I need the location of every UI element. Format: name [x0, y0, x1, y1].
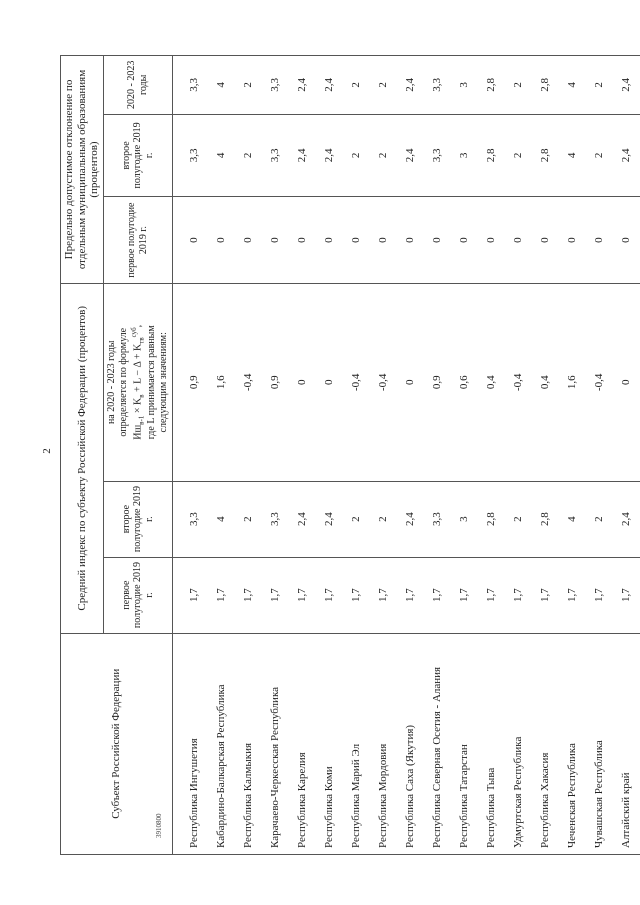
- row-value-cell-d: 0: [559, 197, 586, 284]
- table-row: [370, 56, 397, 855]
- row-value-cell-c: 0: [316, 284, 343, 482]
- row-value-cell-b: 4: [208, 481, 235, 557]
- row-value-cell-e: 2: [235, 114, 262, 197]
- row-value-cell-e: 2: [343, 114, 370, 197]
- header-dev-second-half: второе полугодие 2019 г.: [103, 114, 172, 197]
- row-value-cell-f: 2: [586, 56, 613, 115]
- row-value-cell-c: 0,9: [172, 284, 208, 482]
- row-subject-cell: Карачаево-Черкесская Республика: [262, 633, 289, 854]
- row-value-cell-b: 2: [586, 481, 613, 557]
- row-value-cell-e: 2,8: [478, 114, 505, 197]
- row-value-cell-c: 0: [613, 284, 640, 482]
- row-subject-cell: Республика Саха (Якутия): [397, 633, 424, 854]
- row-value-cell-a: 1,7: [370, 557, 397, 633]
- header-dev-years: 2020 - 2023 годы: [103, 56, 172, 115]
- formula-line-1: на 2020 - 2023 годы: [105, 340, 117, 425]
- row-value-cell-d: 0: [343, 197, 370, 284]
- row-value-cell-e: 2: [586, 114, 613, 197]
- table-row: [613, 56, 640, 855]
- row-value-cell-d: 0: [451, 197, 478, 284]
- row-value-cell-d: 0: [424, 197, 451, 284]
- row-value-cell-c: -0,4: [235, 284, 262, 482]
- row-value-cell-b: 2,8: [478, 481, 505, 557]
- row-value-cell-f: 2: [343, 56, 370, 115]
- row-value-cell-d: 0: [208, 197, 235, 284]
- row-value-cell-a: 1,7: [208, 557, 235, 633]
- row-subject-cell: Республика Марий Эл: [343, 633, 370, 854]
- row-value-cell-d: 0: [586, 197, 613, 284]
- row-value-cell-c: -0,4: [370, 284, 397, 482]
- row-value-cell-f: 2,8: [478, 56, 505, 115]
- row-value-cell-b: 4: [559, 481, 586, 557]
- row-value-cell-f: 2: [235, 56, 262, 115]
- row-value-cell-f: 4: [208, 56, 235, 115]
- row-value-cell-b: 3,3: [262, 481, 289, 557]
- row-value-cell-b: 2,4: [316, 481, 343, 557]
- row-subject-cell: Республика Ингушетия: [172, 633, 208, 854]
- header-subject: Субъект Российской Федерации: [61, 633, 173, 854]
- row-subject-cell: Республика Калмыкия: [235, 633, 262, 854]
- row-value-cell-a: 1,7: [172, 557, 208, 633]
- row-value-cell-b: 3,3: [424, 481, 451, 557]
- row-value-cell-d: 0: [478, 197, 505, 284]
- table-row: [343, 56, 370, 855]
- row-subject-cell: Чувашская Республика: [586, 633, 613, 854]
- row-value-cell-a: 1,7: [235, 557, 262, 633]
- row-value-cell-a: 1,7: [478, 557, 505, 633]
- row-value-cell-a: 1,7: [424, 557, 451, 633]
- header-avg-first-half: первое полугодие 2019 г.: [103, 557, 172, 633]
- row-value-cell-a: 1,7: [262, 557, 289, 633]
- row-value-cell-c: -0,4: [343, 284, 370, 482]
- row-value-cell-d: 0: [397, 197, 424, 284]
- row-value-cell-e: 2: [505, 114, 532, 197]
- row-subject-cell: Республика Татарстан: [451, 633, 478, 854]
- row-value-cell-f: 2,4: [397, 56, 424, 115]
- row-value-cell-a: 1,7: [289, 557, 316, 633]
- row-value-cell-f: 3: [451, 56, 478, 115]
- row-value-cell-c: 1,6: [559, 284, 586, 482]
- row-value-cell-f: 3,3: [262, 56, 289, 115]
- table-row: [532, 56, 559, 855]
- row-value-cell-b: 2,4: [289, 481, 316, 557]
- row-value-cell-c: -0,4: [586, 284, 613, 482]
- formula-line-2: определяется по формуле: [117, 327, 129, 437]
- side-code: 3910800: [155, 813, 163, 838]
- row-subject-cell: Республика Мордовия: [370, 633, 397, 854]
- row-value-cell-f: 2: [370, 56, 397, 115]
- row-value-cell-b: 3,3: [172, 481, 208, 557]
- row-value-cell-a: 1,7: [451, 557, 478, 633]
- row-value-cell-d: 0: [316, 197, 343, 284]
- row-value-cell-d: 0: [235, 197, 262, 284]
- row-value-cell-c: -0,4: [505, 284, 532, 482]
- row-value-cell-a: 1,7: [559, 557, 586, 633]
- tariff-index-table: [60, 55, 640, 855]
- row-value-cell-e: 3,3: [424, 114, 451, 197]
- row-value-cell-b: 2: [235, 481, 262, 557]
- row-value-cell-f: 3,3: [424, 56, 451, 115]
- row-subject-cell: Чеченская Республика: [559, 633, 586, 854]
- row-value-cell-e: 4: [559, 114, 586, 197]
- row-value-cell-a: 1,7: [532, 557, 559, 633]
- row-value-cell-e: 3,3: [172, 114, 208, 197]
- row-value-cell-d: 0: [532, 197, 559, 284]
- row-subject-cell: Алтайский край: [613, 633, 640, 854]
- row-value-cell-c: 0,4: [478, 284, 505, 482]
- row-value-cell-e: 2: [370, 114, 397, 197]
- row-value-cell-e: 2,4: [613, 114, 640, 197]
- table-row: [505, 56, 532, 855]
- row-value-cell-c: 0: [397, 284, 424, 482]
- table-row: [172, 56, 208, 855]
- row-subject-cell: Кабардино-Балкарская Республика: [208, 633, 235, 854]
- row-value-cell-e: 4: [208, 114, 235, 197]
- row-value-cell-a: 1,7: [505, 557, 532, 633]
- row-value-cell-a: 1,7: [316, 557, 343, 633]
- row-value-cell-f: 2,8: [532, 56, 559, 115]
- row-value-cell-f: 2,4: [316, 56, 343, 115]
- row-value-cell-f: 3,3: [172, 56, 208, 115]
- row-value-cell-f: 2,4: [613, 56, 640, 115]
- row-value-cell-b: 2,4: [613, 481, 640, 557]
- row-value-cell-d: 0: [370, 197, 397, 284]
- row-value-cell-a: 1,7: [343, 557, 370, 633]
- row-value-cell-e: 2,4: [289, 114, 316, 197]
- rotated-table-container: [60, 55, 632, 855]
- row-subject-cell: Республика Северная Осетия - Алания: [424, 633, 451, 854]
- header-avg-second-half: второе полугодие 2019 г.: [103, 481, 172, 557]
- row-value-cell-a: 1,7: [586, 557, 613, 633]
- row-value-cell-d: 0: [262, 197, 289, 284]
- row-value-cell-c: 0,9: [424, 284, 451, 482]
- header-deviation-group: Предельно допустимое отклонение по отдельным муниципальным образованиям (процентов): [61, 56, 104, 284]
- row-value-cell-d: 0: [172, 197, 208, 284]
- table-body: [172, 56, 640, 855]
- table-row: [424, 56, 451, 855]
- row-value-cell-c: 0,9: [262, 284, 289, 482]
- row-value-cell-c: 0,4: [532, 284, 559, 482]
- row-value-cell-f: 2,4: [289, 56, 316, 115]
- row-subject-cell: Республика Тыва: [478, 633, 505, 854]
- row-value-cell-c: 0: [289, 284, 316, 482]
- formula-symbol: Иш: [132, 424, 144, 440]
- table-row: [559, 56, 586, 855]
- page-number: 2: [41, 448, 53, 454]
- row-value-cell-e: 3: [451, 114, 478, 197]
- table-row: [586, 56, 613, 855]
- row-value-cell-e: 2,4: [316, 114, 343, 197]
- row-value-cell-b: 2: [343, 481, 370, 557]
- row-value-cell-a: 1,7: [397, 557, 424, 633]
- row-value-cell-b: 3: [451, 481, 478, 557]
- header-formula: [103, 284, 172, 482]
- row-value-cell-d: 0: [289, 197, 316, 284]
- row-subject-cell: Республика Хакасия: [532, 633, 559, 854]
- table-row: [397, 56, 424, 855]
- table-row: [478, 56, 505, 855]
- row-value-cell-d: 0: [505, 197, 532, 284]
- header-dev-first-half: первое полугодие 2019 г.: [103, 197, 172, 284]
- row-value-cell-a: 1,7: [613, 557, 640, 633]
- table-row: [235, 56, 262, 855]
- row-value-cell-b: 2: [505, 481, 532, 557]
- row-value-cell-b: 2: [370, 481, 397, 557]
- row-value-cell-c: 1,6: [208, 284, 235, 482]
- formula-expression: $Иш_{в-1} \times K_в + L - \Delta + K_{тв}^{суб}$,: [129, 324, 146, 440]
- row-subject-cell: Республика Коми: [316, 633, 343, 854]
- row-value-cell-c: 0,6: [451, 284, 478, 482]
- table-row: [316, 56, 343, 855]
- table-row: [262, 56, 289, 855]
- row-value-cell-e: 2,8: [532, 114, 559, 197]
- table-row: [451, 56, 478, 855]
- row-subject-cell: Удмуртская Республика: [505, 633, 532, 854]
- row-value-cell-e: 2,4: [397, 114, 424, 197]
- row-value-cell-b: 2,4: [397, 481, 424, 557]
- row-subject-cell: Республика Карелия: [289, 633, 316, 854]
- row-value-cell-b: 2,8: [532, 481, 559, 557]
- formula-line-5: следующим значениям:: [157, 332, 169, 433]
- row-value-cell-f: 2: [505, 56, 532, 115]
- row-value-cell-f: 4: [559, 56, 586, 115]
- row-value-cell-e: 3,3: [262, 114, 289, 197]
- table-row: [289, 56, 316, 855]
- table-row: [208, 56, 235, 855]
- row-value-cell-d: 0: [613, 197, 640, 284]
- formula-line-4: где L принимается равным: [145, 325, 157, 440]
- header-avg-index-group: Средний индекс по субъекту Российской Федерации (процентов): [61, 284, 104, 634]
